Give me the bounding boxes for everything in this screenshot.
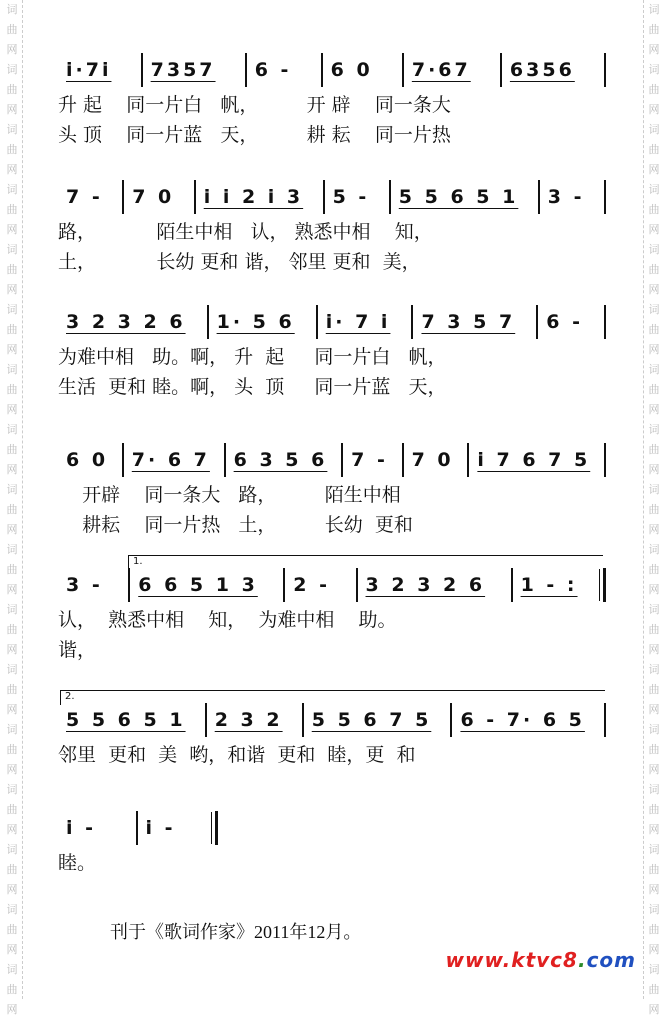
logo-part: com <box>586 948 636 972</box>
notes-row <box>58 700 606 740</box>
barline <box>604 180 606 214</box>
watermark-right <box>643 0 664 1016</box>
measure: 7·67 <box>411 59 471 81</box>
notes-row <box>58 177 606 217</box>
measure: 6356 <box>509 59 575 81</box>
measure: 7 0 <box>411 449 454 471</box>
lyrics-verse-2: 耕耘 同一片热 土， 长幼 更和 <box>58 514 413 536</box>
watermark-text: 词 曲 网 <box>648 303 660 356</box>
watermark-text: 词 曲 网 <box>6 123 18 176</box>
watermark-text: 词 曲 网 <box>648 843 660 896</box>
watermark-text: 词 曲 网 <box>648 723 660 776</box>
watermark-text: 词 曲 网 <box>6 423 18 476</box>
lyrics-verse-2: 谐， <box>58 639 97 661</box>
score-line <box>58 302 606 402</box>
lyrics-verse-1: 开辟 同一条大 路， 陌生中相 <box>58 484 401 506</box>
measure: 6 6 5 1 3 <box>138 574 258 596</box>
barline <box>604 305 606 339</box>
score-line <box>58 691 606 770</box>
lyrics-verse-1: 为难中相 助。啊， 升 起 同一片白 帆， <box>58 346 447 368</box>
lyrics-verse-2: 土， 长幼 更和 谐， 邻里 更和 美， <box>58 251 421 273</box>
score-line <box>58 556 606 665</box>
watermark-text: 词 曲 网 <box>648 603 660 656</box>
watermark-text: 词 曲 网 <box>648 963 660 1016</box>
measure: 2 3 2 <box>214 709 283 731</box>
measure: 3 2 3 2 6 <box>365 574 486 596</box>
measure: 7 - <box>66 186 103 208</box>
measure: 6 3 5 6 <box>233 449 328 471</box>
logo-part: ktvc8 <box>511 948 578 972</box>
barline <box>604 703 606 737</box>
measure: 6 - 7· 6 5 <box>460 709 585 731</box>
logo-part: www. <box>445 948 512 972</box>
lyrics-verse-1: 路， 陌生中相 认， 熟悉中相 知， <box>58 221 433 243</box>
watermark-left <box>2 0 23 1016</box>
watermark-text: 词 曲 网 <box>6 543 18 596</box>
notes-row <box>58 302 606 342</box>
notes-row <box>58 565 606 605</box>
watermark-text: 词 曲 网 <box>6 183 18 236</box>
measure: 1· 5 6 <box>216 311 295 333</box>
score-line <box>58 440 606 540</box>
watermark-text: 词 曲 网 <box>6 663 18 716</box>
measure: 6 0 <box>330 59 373 81</box>
score-line <box>58 177 606 277</box>
lyrics-verse-1: 睦。 <box>58 852 97 874</box>
volta-bracket: 2. <box>60 690 605 705</box>
watermark-text: 词 曲 网 <box>648 63 660 116</box>
watermark-text: 词 曲 网 <box>648 903 660 956</box>
score-line <box>58 808 218 878</box>
lyrics-verse-2: 生活 更和 睦。啊， 头 顶 同一片蓝 天， <box>58 376 447 398</box>
watermark-text: 词 曲 网 <box>648 243 660 296</box>
watermark-text: 词 曲 网 <box>648 123 660 176</box>
measure: 5 5 6 5 1 <box>66 709 186 731</box>
measure: 5 - <box>332 186 370 208</box>
lyrics-verse-2: 头 顶 同一片蓝 天， 耕 耘 同一片热 <box>58 124 451 146</box>
measure: 2 - <box>293 574 331 596</box>
logo-part: . <box>577 948 587 972</box>
notes-row <box>58 440 606 480</box>
measure: 6 - <box>254 59 292 81</box>
watermark-text: 词 曲 网 <box>6 843 18 896</box>
measure: 6 - <box>546 311 583 333</box>
watermark-text: 词 曲 网 <box>648 363 660 416</box>
measure: 1 - : <box>520 574 578 596</box>
volta-bracket: 1. <box>128 555 603 570</box>
measure: 6 0 <box>66 449 109 471</box>
watermark-text: 词 曲 网 <box>6 3 18 56</box>
barline <box>603 568 606 602</box>
measure: i· 7 i <box>325 311 391 333</box>
measure: 3 - <box>66 574 103 596</box>
watermark-text: 词 曲 网 <box>648 3 660 56</box>
watermark-text: 词 曲 网 <box>648 183 660 236</box>
watermark-text: 词 曲 网 <box>6 363 18 416</box>
site-logo[interactable] <box>446 948 636 972</box>
watermark-text: 词 曲 网 <box>648 543 660 596</box>
measure: i·7i <box>66 59 112 81</box>
measure: i i 2 i 3 <box>203 186 304 208</box>
lyrics-verse-1: 邻里 更和 美 哟，和谐 更和 睦，更 和 <box>58 744 416 766</box>
notes-row <box>58 50 606 90</box>
measure: 3 - <box>547 186 585 208</box>
score-line <box>58 50 606 150</box>
watermark-text: 词 曲 网 <box>6 63 18 116</box>
watermark-text: 词 曲 网 <box>648 423 660 476</box>
measure: 7 - <box>351 449 388 471</box>
measure: 7357 <box>150 59 216 81</box>
watermark-text: 词 曲 网 <box>648 783 660 836</box>
watermark-text: 词 曲 网 <box>6 303 18 356</box>
lyrics-verse-1: 认， 熟悉中相 知， 为难中相 助。 <box>58 609 397 631</box>
watermark-text: 词 曲 网 <box>6 783 18 836</box>
notes-row <box>58 808 218 848</box>
measure: i - <box>66 817 97 839</box>
barline <box>604 53 606 87</box>
watermark-text: 词 曲 网 <box>648 663 660 716</box>
lyrics-verse-1: 升 起 同一片白 帆， 开 辟 同一条大 <box>58 94 451 116</box>
watermark-text: 词 曲 网 <box>6 963 18 1016</box>
watermark-text: 词 曲 网 <box>6 483 18 536</box>
watermark-text: 词 曲 网 <box>6 903 18 956</box>
barline <box>215 811 218 845</box>
watermark-text: 词 曲 网 <box>6 723 18 776</box>
watermark-text: 词 曲 网 <box>6 243 18 296</box>
measure: 3 2 3 2 6 <box>66 311 186 333</box>
measure: 7 0 <box>132 186 175 208</box>
watermark-text: 词 曲 网 <box>6 603 18 656</box>
measure: 7 3 5 7 <box>421 311 516 333</box>
measure: i - <box>145 817 176 839</box>
measure: 7· 6 7 <box>131 449 210 471</box>
watermark-text: 词 曲 网 <box>648 483 660 536</box>
publication-note: 刊于《歌词作家》2011年12月。 <box>110 922 362 942</box>
measure: 5 5 6 7 5 <box>311 709 432 731</box>
measure: i 7 6 7 5 <box>477 449 591 471</box>
barline <box>604 443 606 477</box>
measure: 5 5 6 5 1 <box>398 186 519 208</box>
